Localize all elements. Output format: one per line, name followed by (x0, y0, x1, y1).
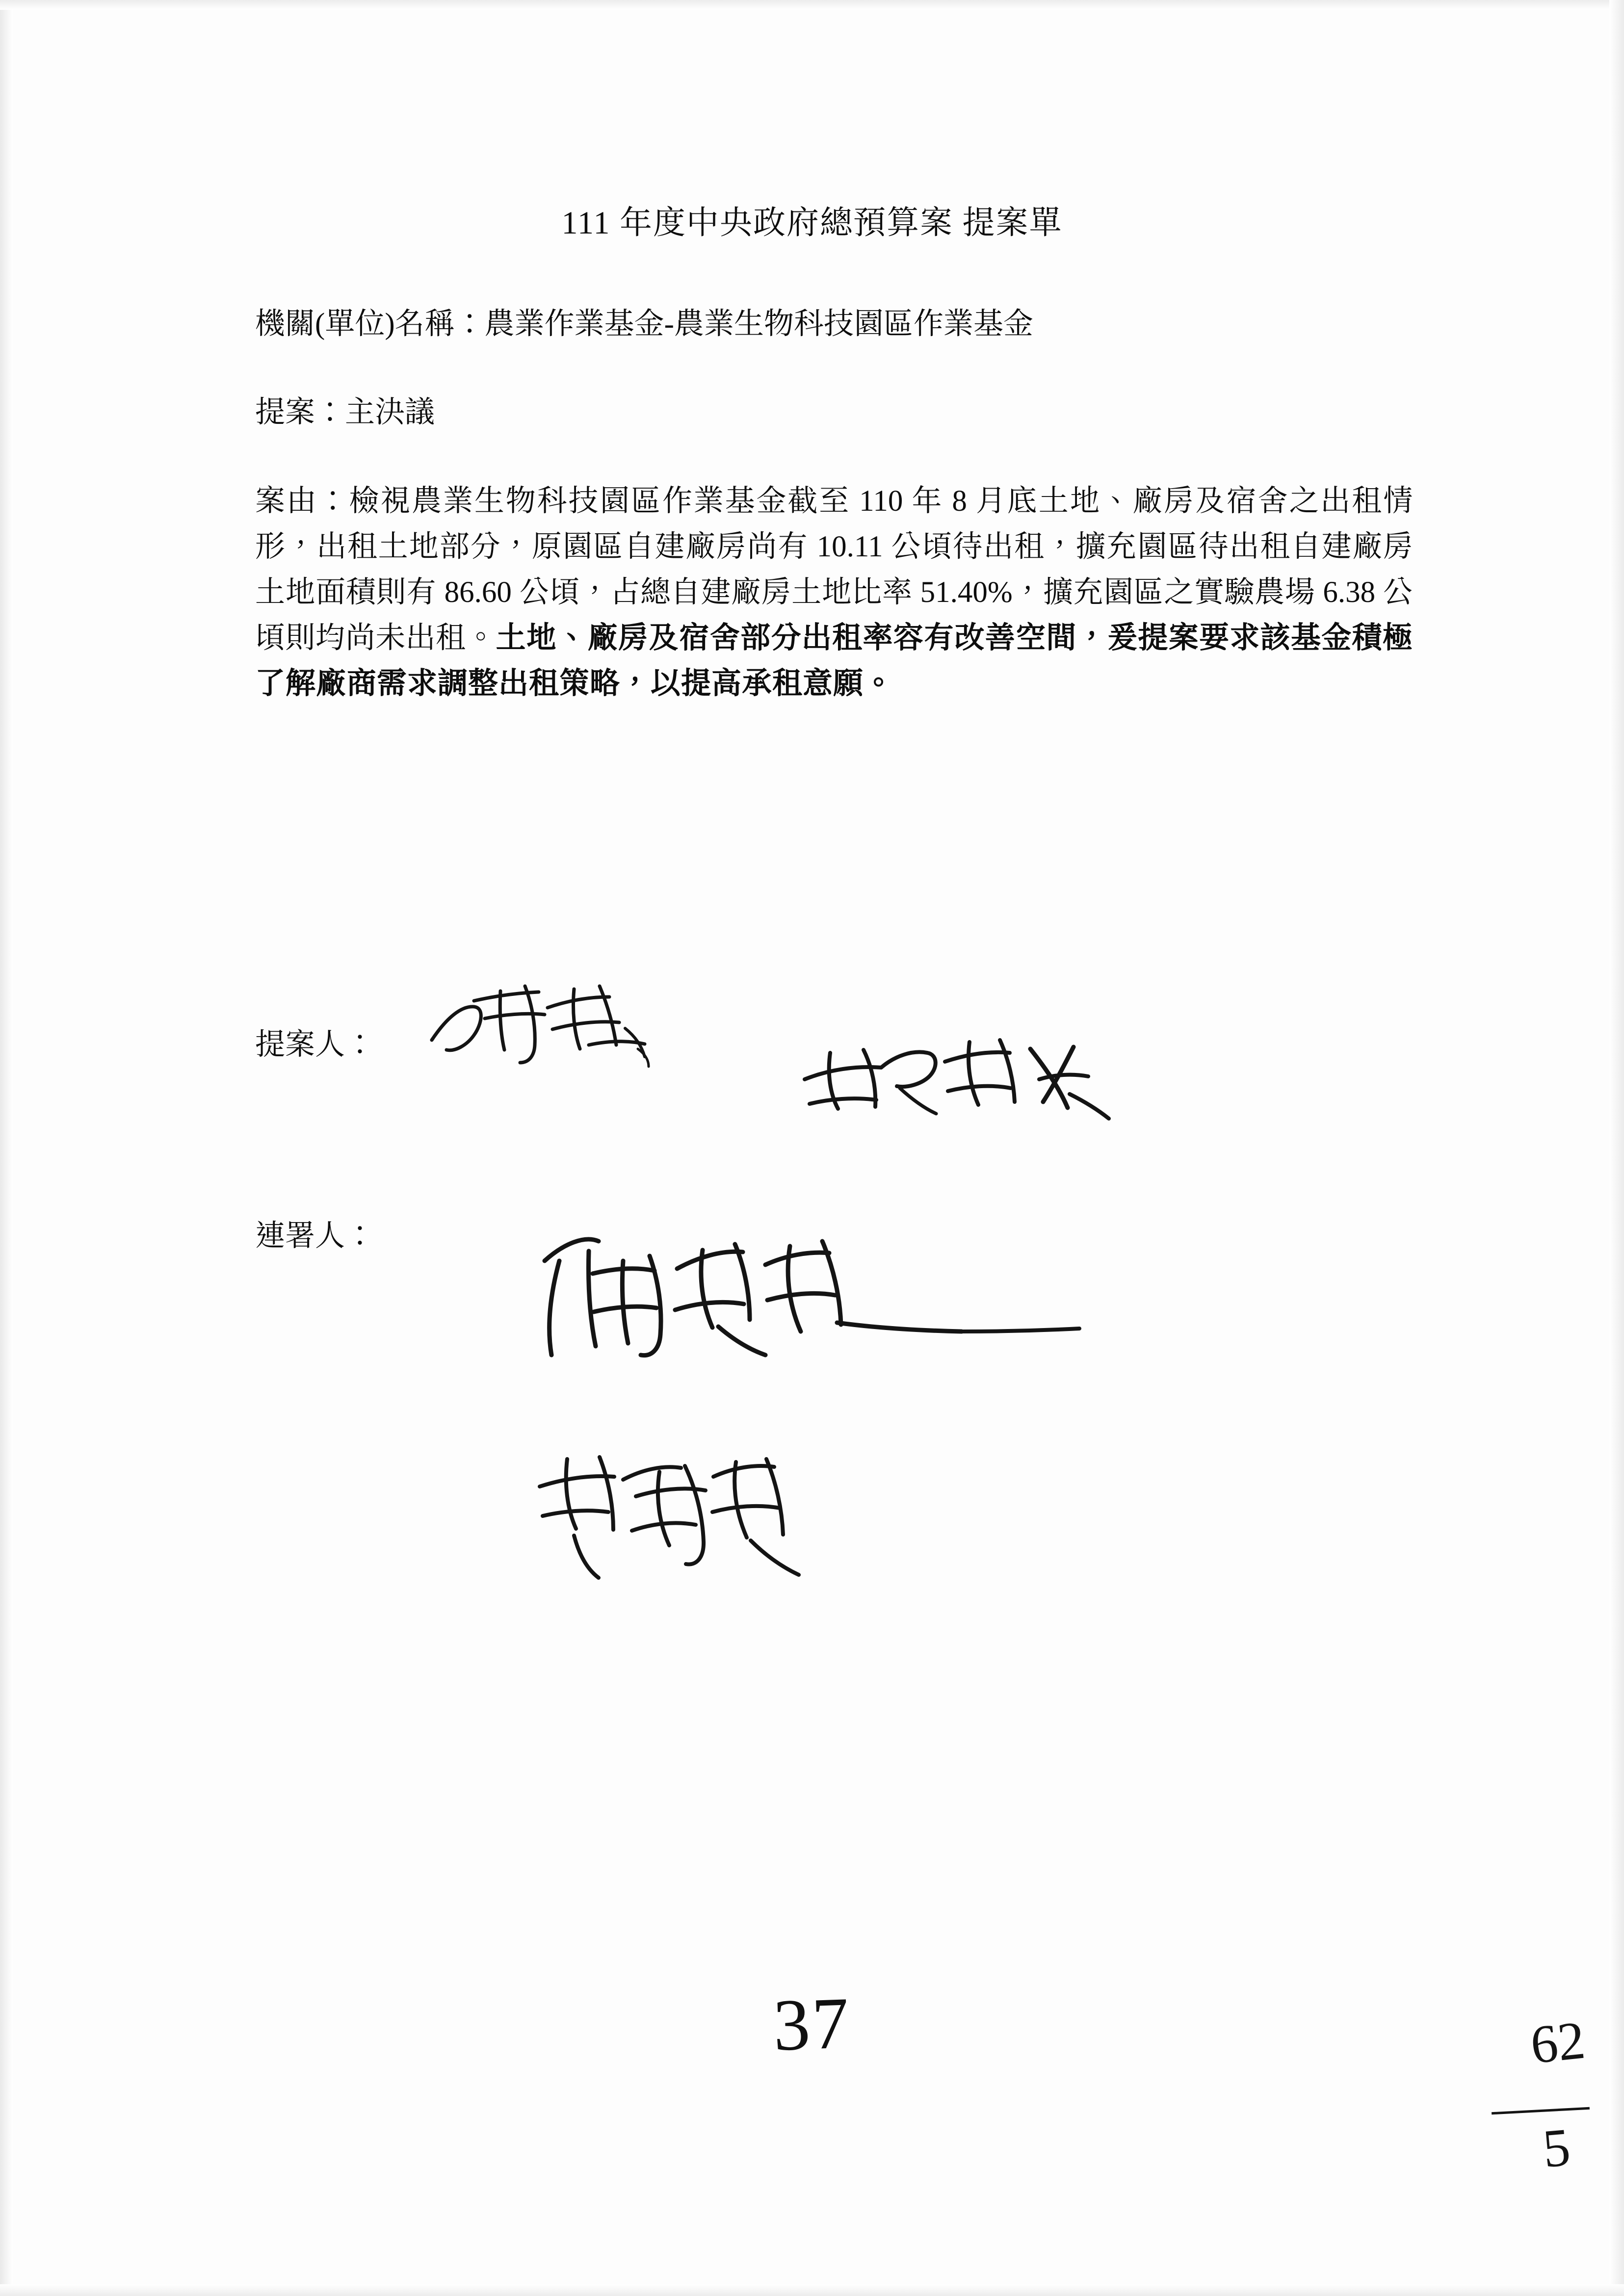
scan-edge-left (0, 0, 13, 2296)
scan-edge-top (0, 0, 1624, 10)
agency-name-field: 機關(單位)名稱：農業作業基金-農業生物科技園區作業基金 (255, 308, 1033, 340)
margin-annotation-rule (1492, 2107, 1590, 2114)
margin-annotation-bottom: 5 (1540, 2116, 1573, 2179)
signature-proposer-2 (795, 1020, 1128, 1128)
margin-annotation (1487, 2011, 1590, 2218)
cosigner-label: 連署人： (255, 1220, 375, 1252)
scan-edge-right (1609, 0, 1624, 2296)
page-number-value: 37 (772, 1982, 852, 2066)
case-description-block (255, 478, 1413, 706)
margin-annotation-top: 62 (1527, 2009, 1588, 2075)
proposal-type-field: 提案：主決議 (255, 396, 435, 429)
page-title: 111 年度中央政府總預算案 提案單 (561, 205, 1063, 241)
case-body-normal: 檢視農業生物科技園區作業基金截至 110 年 8 月底土地、廠房及宿舍之出租情形，出租土地部分，原園區自建廠房尚有 10.11 公頃待出租，擴充園區待出租自建廠房土地面積則有 86.60 公頃，占總自建廠房土地比率 51.40%，擴充園區之實驗農場 6.38 公頃則均尚未出租。 (255, 485, 1413, 654)
signature-cosigner-2 (520, 1437, 824, 1580)
signature-cosigner-1 (530, 1226, 1138, 1374)
scan-edge-bottom (0, 2284, 1624, 2296)
case-label: 案由： (255, 485, 349, 518)
proposer-label: 提案人： (255, 1028, 375, 1061)
page-number (0, 1982, 1624, 2066)
case-body-bold: 土地、廠房及宿舍部分出租率容有改善空間，爰提案要求該基金積極了解廠商需求調整出租策略，以提高承租意願。 (255, 622, 1413, 700)
signature-proposer-1 (427, 971, 682, 1089)
